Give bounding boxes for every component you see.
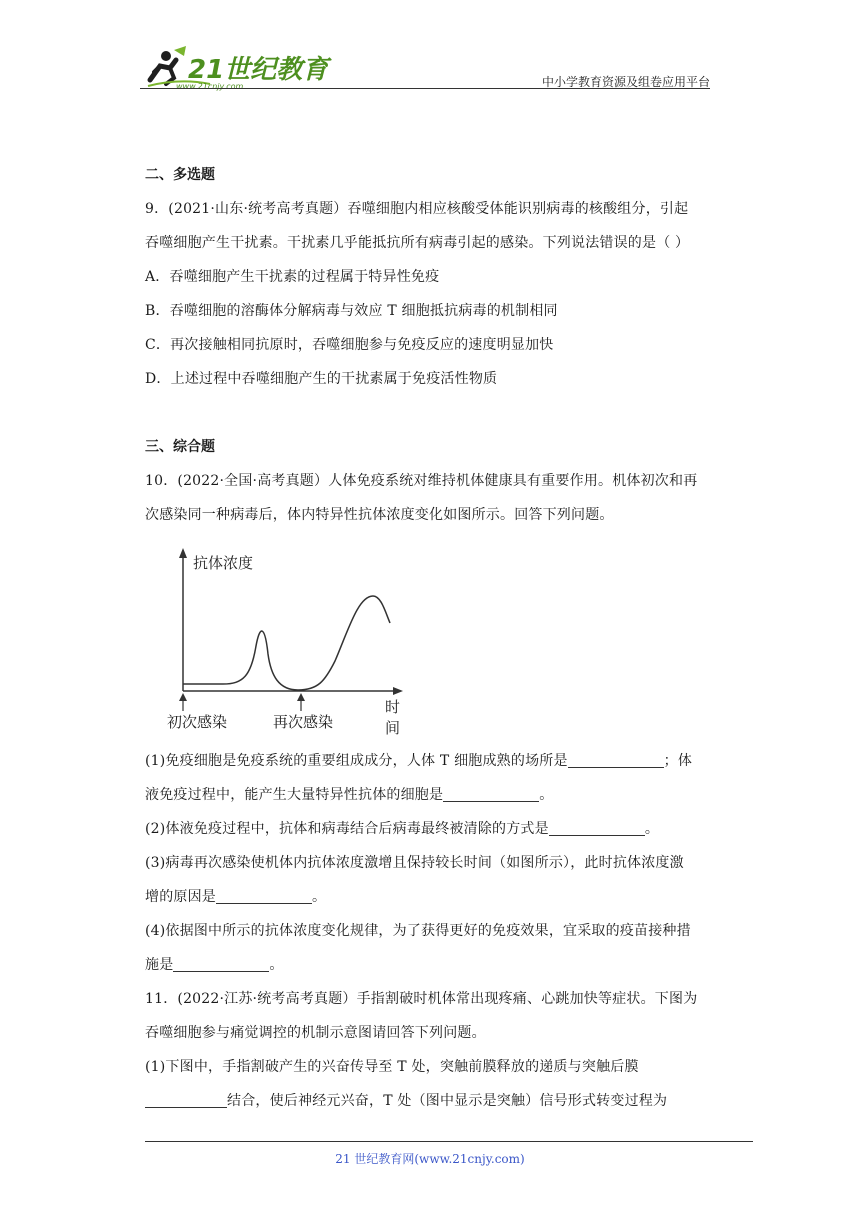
header-divider [140,88,710,89]
q10-part4-line1: (4)依据图中所示的抗体浓度变化规律，为了获得更好的免疫效果，宜采取的疫苗接种措 [145,923,691,939]
antibody-concentration-graph [167,546,403,737]
answer-blank[interactable] [173,955,269,972]
first-infection-arrow-icon [179,693,187,701]
y-axis-label: 抗体浓度 [193,554,254,572]
q11-stem-line2: 吞噬细胞参与痛觉调控的机制示意图请回答下列问题。 [145,1025,486,1041]
q10-part1-line1: (1)免疫细胞是免疫系统的重要组成成分，人体 T 细胞成熟的场所是 ；体 [145,753,693,769]
answer-blank[interactable] [568,751,664,768]
q10-part1-line2: 液免疫过程中，能产生大量特异性抗体的细胞是 。 [145,787,554,803]
x-axis-label: 时间 [385,698,401,737]
q10-part4-line2: 施是 。 [145,957,284,973]
answer-blank[interactable] [145,1091,227,1108]
second-infection-arrow-icon [297,693,305,701]
q10-part3-line1: (3)病毒再次感染使机体内抗体浓度激增且保持较长时间（如图所示），此时抗体浓度激 [145,855,684,871]
antibody-curve [183,596,390,690]
q11-part1-line1: (1)下图中，手指割破产生的兴奋传导至 T 处，突触前膜释放的递质与突触后膜 [145,1059,639,1075]
q10-part2: (2)体液免疫过程中，抗体和病毒结合后病毒最终被清除的方式是 。 [145,821,660,837]
svg-text:www.21cnjy.com: www.21cnjy.com [176,82,244,91]
answer-blank[interactable] [549,819,645,836]
site-logo [140,42,329,92]
second-infection-label: 再次感染 [273,713,334,731]
q10-part3-line2: 增的原因是 。 [145,889,327,905]
platform-tagline: 中小学教育资源及组卷应用平台 [541,75,710,89]
section-title-comprehensive: 三、综合题 [145,439,215,455]
document-body [145,158,720,1118]
q9-option-a: A．吞噬细胞产生干扰素的过程属于特异性免疫 [145,269,440,285]
footer-divider [145,1141,753,1142]
q9-option-d: D．上述过程中吞噬细胞产生的干扰素属于免疫活性物质 [145,371,498,387]
q9-stem-line1: 9．(2021·山东·统考高考真题）吞噬细胞内相应核酸受体能识别病毒的核酸组分，引起 [145,201,689,217]
footer-site-link[interactable]: 21 世纪教育网(www.21cnjy.com) [335,1152,525,1166]
q11-stem-line1: 11．(2022·江苏·统考高考真题）手指割破时机体常出现疼痛、心跳加快等症状。下图为 [145,991,698,1007]
answer-blank[interactable] [216,887,312,904]
answer-blank[interactable] [443,785,539,802]
first-infection-label: 初次感染 [167,713,228,731]
q9-option-b: B．吞噬细胞的溶酶体分解病毒与效应 T 细胞抵抗病毒的机制相同 [145,303,558,319]
q10-stem-line2: 次感染同一种病毒后，体内特异性抗体浓度变化如图所示。回答下列问题。 [145,507,614,523]
q11-part1-line2: 结合，使后神经元兴奋，T 处（图中显示是突触）信号形式转变过程为 [145,1084,720,1118]
q9-stem-line2: 吞噬细胞产生干扰素。干扰素几乎能抵抗所有病毒引起的感染。下列说法错误的是（ ） [145,235,690,251]
q10-stem-line1: 10．(2022·全国·高考真题）人体免疫系统对维持机体健康具有重要作用。机体初次和再 [145,473,698,489]
q9-option-c: C．再次接触相同抗原时，吞噬细胞参与免疫反应的速度明显加快 [145,337,554,353]
runner-logo-icon [140,42,329,92]
svg-text:21世纪教育: 21世纪教育 [188,55,329,85]
section-title-multiple-choice: 二、多选题 [145,167,215,183]
